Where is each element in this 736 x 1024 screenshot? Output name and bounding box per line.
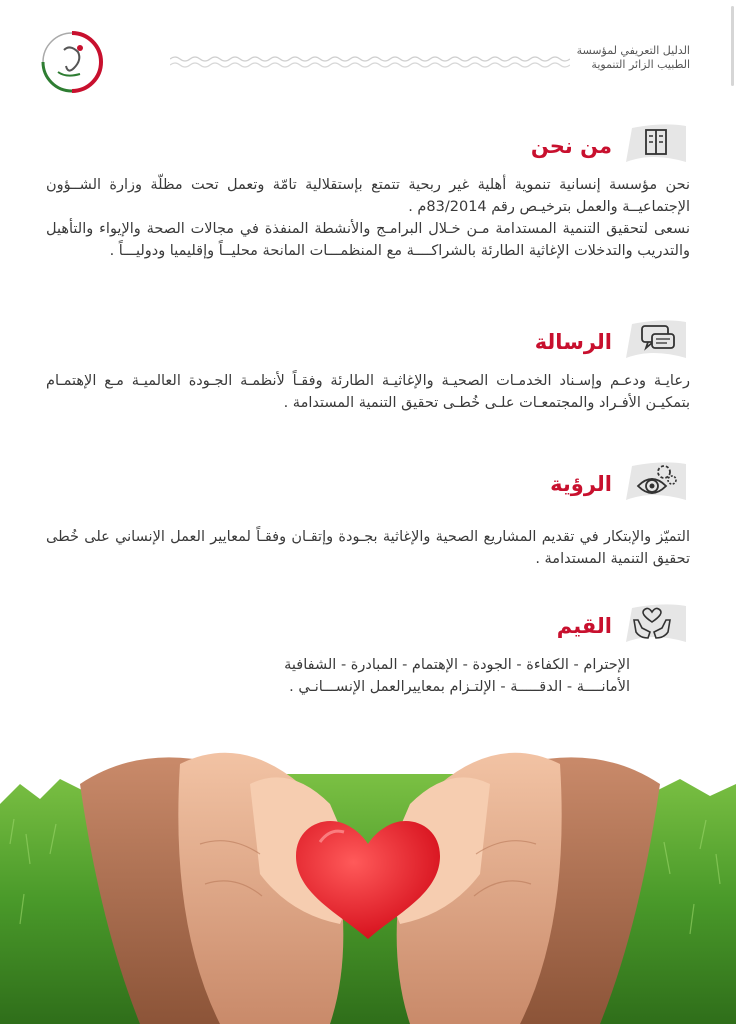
hands-holding-heart-image (0, 724, 736, 1024)
page-header (40, 30, 690, 100)
values-line-2: الأمانــــة - الدقـــــة - الإلتـزام بمعاييرالعمل الإنســـانـي . (289, 679, 630, 695)
message-header (46, 318, 690, 370)
decorative-wave (170, 54, 570, 72)
about-paragraph-1: نحن مؤسسة إنسانية تنموية أهلية غير ربحية تتمتع بإستقلالية تامّة وتعمل تحت مظلّة وزارة الشــؤون الإجتماعيــة والعمل بترخيـص رقم 83/2014م . (46, 177, 690, 215)
eye-gears-icon (622, 460, 690, 504)
vision-title: الرؤية (550, 472, 612, 496)
brand-title-line2: الطبيب الزائر التنموية (591, 58, 690, 71)
vision-body (46, 512, 690, 570)
brand-title-line1: الدليل التعريفي لمؤسسة (576, 44, 690, 57)
vision-header (46, 460, 690, 512)
message-title: الرسالة (534, 330, 612, 354)
about-header (46, 122, 690, 174)
about-paragraph-2: نسعى لتحقيق التنمية المستدامة مـن خـلال البرامـج والأنشطة المنفذة في مجالات الصحة والإيواء والتأهيل والتدريب والتدخلات الإغاثية الطارئة بالشراكــــة مع المنظمـــات المانحة محليــاً وإقليميا ودوليـــاً . (46, 221, 690, 259)
vision-section (46, 460, 690, 570)
scrollbar[interactable] (731, 6, 734, 86)
message-paragraph: رعايـة ودعـم وإسـناد الخدمـات الصحيـة والإغاثيـة الطارئة وفقـاً لأنظمـة الجـودة العالميـة مـع الإهتمـام بتمكيـن الأفـراد والمجتمعـات علـى خُطـى تحقيق التنمية المستدامة . (46, 373, 690, 411)
about-title: من نحن (530, 134, 612, 158)
foundation-logo-icon (40, 30, 104, 94)
about-section (46, 122, 690, 262)
hands-heart-icon (622, 602, 690, 646)
about-body (46, 174, 690, 262)
values-header (46, 602, 690, 654)
values-body (46, 654, 630, 698)
message-body (46, 370, 690, 414)
message-section (46, 318, 690, 414)
values-section (46, 602, 690, 698)
vision-paragraph: التميّز والإبتكار في تقديم المشاريع الصحية والإغاثية بجـودة وإتقـان وفقـاً لمعايير العمل الإنساني على خُطى تحقيق التنمية المستدامة . (46, 529, 690, 567)
values-title: القيم (556, 614, 612, 638)
document-title (577, 44, 690, 72)
chat-bubbles-icon (622, 318, 690, 362)
open-book-icon (622, 122, 690, 166)
values-line-1: الإحترام - الكفاءة - الجودة - الإهتمام - المبادرة - الشفافية (284, 657, 630, 673)
